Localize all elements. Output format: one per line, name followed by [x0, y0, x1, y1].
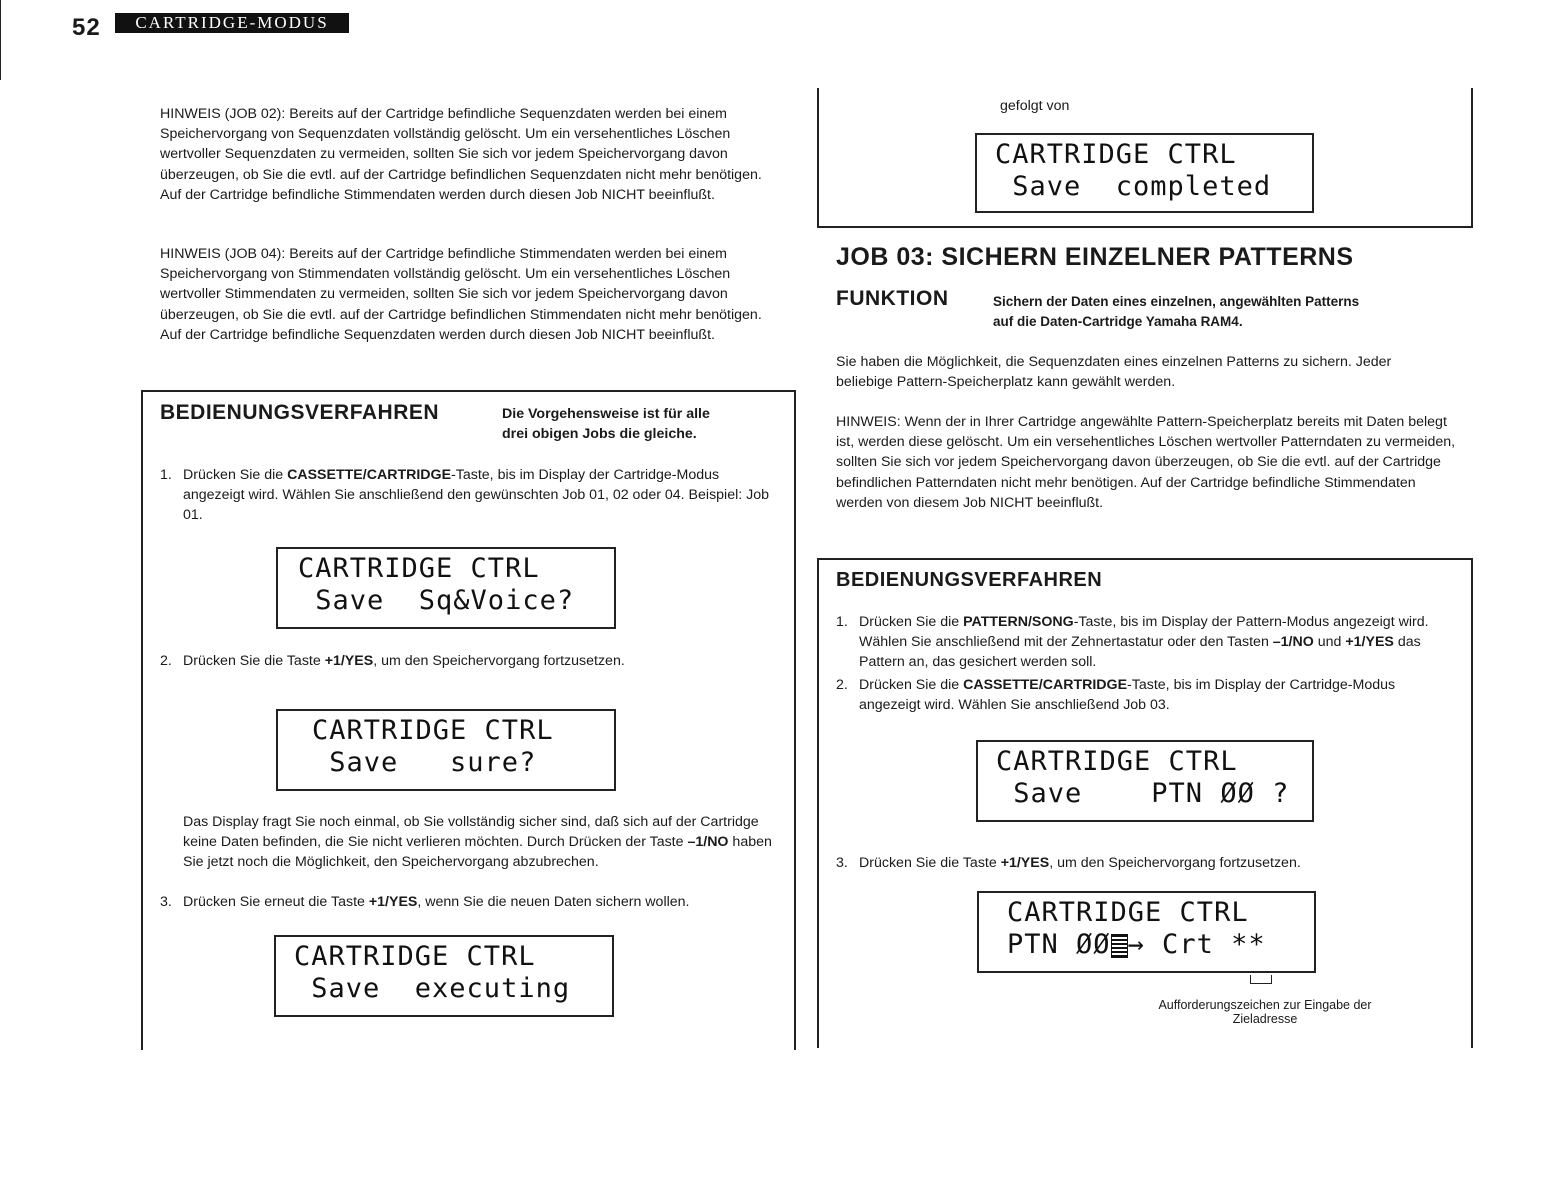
followed-by-text: gefolgt von: [1000, 98, 1070, 114]
confirm-text: Das Display fragt Sie noch einmal, ob Sie vollständig sicher sind, daß sich auf der Cartridge keine Daten befinden, die Sie nicht verlieren möchten. Durch Drücken der Taste –1/NO haben Sie jetzt noch die Möglichkeit, den Speichervorgang abzubrechen.: [183, 814, 772, 871]
job03-intro: Sie haben die Möglichkeit, die Sequenzdaten eines einzelnen Patterns zu sichern. Jeder beliebige Pattern-Speicherplatz kann gewählt werden.: [836, 354, 1392, 391]
step-number: 1.: [836, 614, 848, 630]
right-step-2: 2. Drücken Sie die CASSETTE/CARTRIDGE-Taste, bis im Display der Cartridge-Modus angezeigt wird. Wählen Sie anschließend Job 03.: [836, 675, 1446, 715]
lcd-display-save-sure: [276, 709, 616, 791]
lcd-display-save-sqvoice: [276, 547, 616, 629]
procedure-note-line2: drei obigen Jobs die gleiche.: [502, 426, 697, 442]
caption: [1130, 998, 1400, 1026]
lcd-display-ptn-to-crt: [977, 891, 1316, 973]
caption-line2: Zieladresse: [1232, 1012, 1298, 1026]
page-number: 52: [72, 14, 101, 41]
right-step-1: 1. Drücken Sie die PATTERN/SONG-Taste, bis im Display der Pattern-Modus angezeigt wird. Wählen Sie anschließend mit der Zehnertastatur oder den Tasten –1/NO und +1/YES das Pattern an, das gesichert werden soll.: [836, 612, 1446, 673]
funktion-text: [993, 292, 1359, 332]
procedure-note: [502, 404, 710, 444]
lcd-line2: Save sure?: [312, 747, 537, 778]
lcd-display-save-completed: [975, 133, 1314, 213]
lcd-line1: CARTRIDGE CTRL: [298, 553, 540, 584]
step-number: 2.: [836, 677, 848, 693]
step-1: 1. Drücken Sie die CASSETTE/CARTRIDGE-Taste, bis im Display der Cartridge-Modus angezeigt wird. Wählen Sie anschließend den gewünschten Job 01, 02 oder 04. Beispiel: Job 01.: [160, 465, 780, 526]
lcd-line1: CARTRIDGE CTRL: [294, 941, 536, 972]
step-number: 3.: [836, 855, 848, 871]
step-number: 2.: [160, 653, 172, 669]
step-2: 2. Drücken Sie die Taste +1/YES, um den Speichervorgang fortzusetzen.: [160, 651, 780, 671]
step-number: 1.: [160, 467, 172, 483]
input-cursor-icon: [1111, 934, 1128, 958]
lcd-line1: CARTRIDGE CTRL: [1007, 897, 1249, 928]
lcd-line1: CARTRIDGE CTRL: [996, 746, 1238, 777]
lcd-line1: CARTRIDGE CTRL: [995, 139, 1237, 170]
lcd-display-save-ptn: [976, 740, 1314, 822]
step-3: 3. Drücken Sie erneut die Taste +1/YES, wenn Sie die neuen Daten sichern wollen.: [160, 892, 780, 912]
caption-line1: Aufforderungszeichen zur Eingabe der: [1158, 998, 1372, 1012]
step-number: 3.: [160, 894, 172, 910]
hinweis-job02: HINWEIS (JOB 02): Bereits auf der Cartridge befindliche Sequenzdaten werden bei einem Speichervorgang von Sequenzdaten vollständig gelöscht. Um ein versehentliches Löschen wertvoller Sequenzdaten zu vermeiden, sollten Sie sich vor jedem Speichervorgang davon überzeugen, ob Sie die evtl. auf der Cartridge befindlichen Sequenzdaten nicht mehr benötigen. Auf der Cartridge befindliche Stimmendaten werden durch diesen Job NICHT beeinflußt.: [160, 106, 762, 203]
job03-hinweis: HINWEIS: Wenn der in Ihrer Cartridge angewählte Pattern-Speicherplatz bereits mit Daten belegt ist, werden diese gelöscht. Um ein versehentliches Löschen wertvoller Patterndaten zu vermeiden, sollten Sie sich vor jedem Speichervorgang davon überzeugen, ob Sie die evtl. auf der Cartridge befindlichen Patterndaten nicht mehr benötigen. Auf der Cartridge befindliche Stimmendaten werden von diesem Job NICHT beeinflußt.: [836, 414, 1456, 511]
procedure-title-right: BEDIENUNGSVERFAHREN: [836, 569, 1103, 591]
lcd-line2: Save executing: [294, 973, 571, 1004]
procedure-note-line1: Die Vorgehensweise ist für alle: [502, 406, 710, 422]
funktion-text-line2: auf die Daten-Cartridge Yamaha RAM4.: [993, 314, 1243, 329]
funktion-label: FUNKTION: [836, 287, 949, 310]
hinweis-job04: HINWEIS (JOB 04): Bereits auf der Cartridge befindliche Stimmendaten werden bei einem Speichervorgang von Stimmendaten vollständig gelöscht. Um ein versehentliches Löschen wertvoller Stimmendaten zu vermeiden, sollten Sie sich vor jedem Speichervorgang davon überzeugen, ob Sie die evtl. auf der Cartridge befindlichen Stimmendaten nicht mehr benötigen. Auf der Cartridge befindliche Sequenzdaten werden durch diesen Job NICHT beeinflußt.: [160, 246, 762, 343]
section-header-bar: CARTRIDGE-MODUS: [115, 13, 349, 33]
right-step-3: 3. Drücken Sie die Taste +1/YES, um den Speichervorgang fortzusetzen.: [836, 853, 1446, 873]
procedure-title: BEDIENUNGSVERFAHREN: [160, 401, 440, 424]
lcd-line1: CARTRIDGE CTRL: [312, 715, 554, 746]
lcd-line2: Save completed: [995, 171, 1272, 202]
lcd-line2: Save Sq&Voice?: [298, 585, 575, 616]
left-edge-rule: [0, 0, 1, 80]
lcd-display-save-executing: [274, 935, 614, 1017]
lcd-line2: PTN ØØ → Crt **: [1007, 929, 1266, 960]
lcd-line2: Save PTN ØØ ?: [996, 778, 1290, 809]
job03-title: JOB 03: SICHERN EINZELNER PATTERNS: [836, 243, 1354, 271]
caption-bracket: [1250, 975, 1272, 984]
funktion-text-line1: Sichern der Daten eines einzelnen, angewählten Patterns: [993, 294, 1360, 309]
